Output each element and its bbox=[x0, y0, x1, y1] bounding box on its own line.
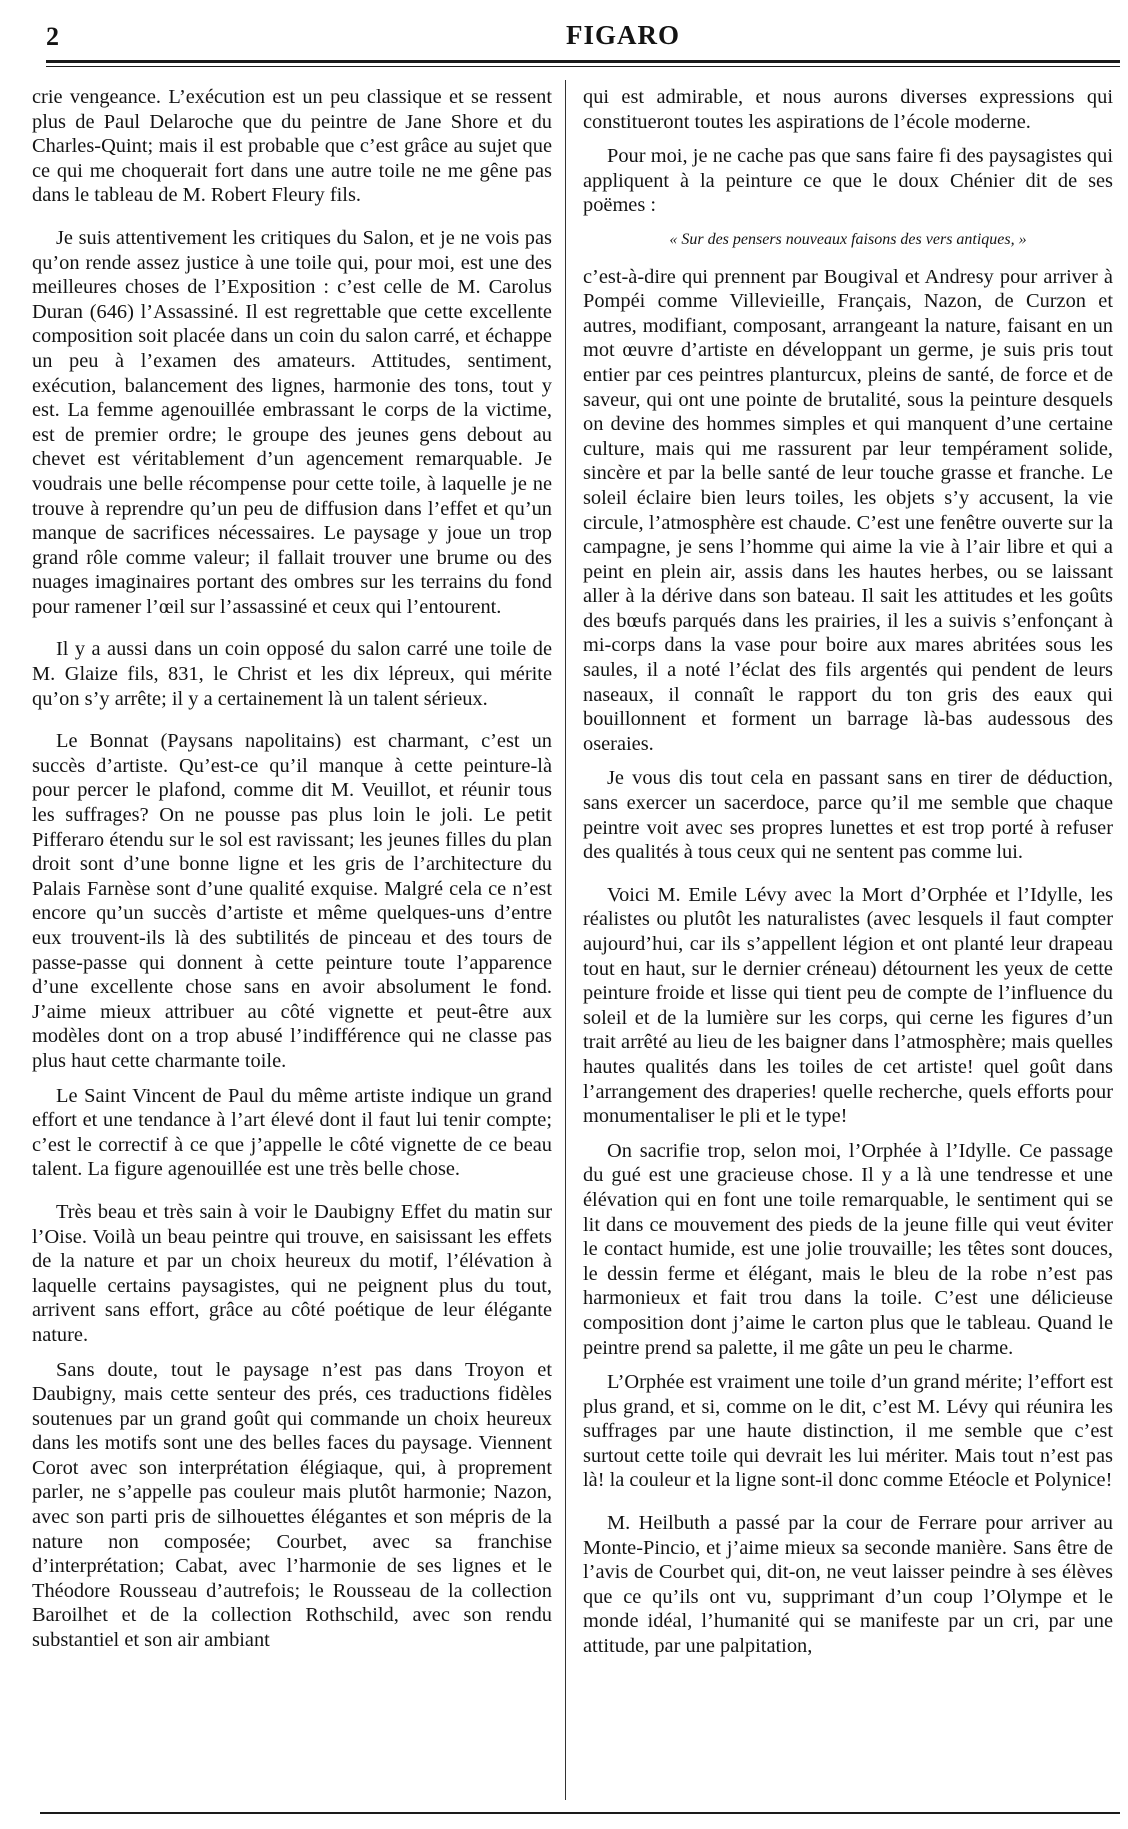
masthead bbox=[46, 18, 1120, 58]
page-number: 2 bbox=[46, 22, 59, 51]
paragraph: Voici M. Emile Lévy avec la Mort d’Orphée et l’Idylle, les réalistes ou plutôt les naturalistes (avec lesquels il faut compter aujourd’hui, car ils s’appellent légion et ont planté leur drapeau tout en haut, sur le dernier créneau) détournent les yeux de cette peinture froide et lisse qui tient peu de compte de l’influence du soleil et de la lumière sur les corps, qui cerne les figures d’un trait arrêté au lieu de les baigner dans l’atmosphère; mais quelles hautes qualités dans les toiles de cet artiste! quel goût dans l’arrangement des draperies! quelle recherche, quels efforts pour monumentaliser le pli et le type! bbox=[583, 883, 1113, 1128]
footer-rule bbox=[40, 1812, 1120, 1814]
paragraph: Il y a aussi dans un coin opposé du salon carré une toile de M. Glaize fils, 831, le Christ et les dix lépreux, qui mérite qu’on s’y arrête; il y a certainement là un talent sérieux. bbox=[32, 638, 552, 710]
left-column bbox=[32, 85, 552, 1663]
paragraph: Le Saint Vincent de Paul du même artiste indique un grand effort et une tendance à l’art élevé dont il faut lui tenir compte; c’est le correctif à ce que j’appelle le côté vignette de ce beau talent. La figure agenouillée est une très belle chose. bbox=[32, 1084, 552, 1181]
poem-quote: « Sur des pensers nouveaux faisons des vers antiques, » bbox=[669, 230, 1027, 248]
newspaper-title: FIGARO bbox=[566, 20, 680, 50]
header-rule-thin bbox=[46, 66, 1120, 67]
paragraph: Je vous dis tout cela en passant sans en tirer de déduction, sans exercer un sacerdoce, parce qu’il me semble que chaque peintre voit avec ses propres lunettes et est trop porté à refuser des qualités à tous ceux qui ne sentent pas comme lui. bbox=[583, 767, 1113, 864]
paragraph: Je suis attentivement les critiques du Salon, et je ne vois pas qu’on rende assez justice à une toile qui, pour moi, est une des meilleures choses de l’Exposition : c’est celle de M. Carolus Duran (646) l’Assassiné. Il est regrettable que cette excellente composition soit placée dans un coin du salon carré, et échappe un peu à l’examen des amateurs. Attitudes, sentiment, exécution, balancement des lignes, harmonie des tons, tout y est. La femme agenouillée embrassant le corps de la victime, est de premier ordre; le groupe des jeunes gens debout au chevet est véritablement d’un agencement remarquable. Je voudrais une belle récompense pour cette toile, à laquelle je ne trouve à reprendre qu’un peu de diffusion dans l’effet et qu’un manque de sacrifices nécessaires. Le paysage y joue un trop grand rôle comme valeur; il fallait trouver une brume ou des nuages imaginaires portant des ombres sur les terrains du fond pour ramener l’œil sur l’assassiné et ceux qui l’entourent. bbox=[32, 226, 552, 618]
right-column bbox=[583, 85, 1113, 1669]
paragraph: qui est admirable, et nous aurons diverses expressions qui constitueront toutes les aspirations de l’école moderne. bbox=[583, 86, 1113, 133]
paragraph: crie vengeance. L’exécution est un peu classique et se ressent plus de Paul Delaroche que du peintre de Jane Shore et du Charles-Quint; mais il est probable que c’est grâce au sujet que ce qui me choquerait fort dans une autre toile ne me gêne pas dans le tableau de M. Robert Fleury fils. bbox=[32, 86, 552, 207]
paragraph: On sacrifie trop, selon moi, l’Orphée à l’Idylle. Ce passage du gué est une gracieuse chose. Il y a là une tendresse et une élévation qui en font une toile remarquable, le sentiment qui se lit dans ce mouvement des pieds de la jeune fille qui veut éviter le contact humide, est une jolie trouvaille; les têtes sont douces, le dessin ferme et élégant, mais le bleu de la robe n’est pas harmonieux et fait trou dans la toile. C’est une délicieuse composition dont j’aime le carton plus que le tableau. Quand le peintre prend sa palette, il me gâte un peu le charme. bbox=[583, 1139, 1113, 1359]
paragraph: Le Bonnat (Paysans napolitains) est charmant, c’est un succès d’artiste. Qu’est-ce qu’il manque à cette peinture-là pour percer le plafond, comme dit M. Veuillot, et réunir tous les suffrages? On ne pousse pas plus loin le joli. Le petit Pifferaro étendu sur le sol est ravissant; les jeunes filles du plan droit sont d’une bonne ligne et les gris de l’architecture du Palais Farnèse sont d’une qualité exquise. Malgré cela ce n’est encore qu’un succès d’artiste et même quelques-uns d’entre eux trouvent-ils là des subtilités de pinceau et des tours de passe-passe qui donnent à cette peinture toute l’apparence d’une excellente chose sans en avoir absolument le fond. J’aime mieux attribuer au côté vignette et peut-être aux modèles dont on a trop abusé l’indifférence qui ne classe pas plus haut cette charmante toile. bbox=[32, 730, 552, 1072]
paragraph: c’est-à-dire qui prennent par Bougival et Andresy pour arriver à Pompéi comme Villevieille, Français, Nazon, de Curzon et autres, modifiant, composant, arrangeant la nature, faisant en un mot œuvre d’artiste en développant un germe, je suis pris tout entier par ces peintres planturcux, pleins de santé, de force et de saveur, qui ont une pointe de brutalité, sous la peinture desquels on devine des hommes simples et qui manquent d’une certaine culture, mais qui me rassurent par leur tempérament solide, sincère et par la belle santé de leur touche grasse et franche. Le soleil éclaire bien leurs toiles, les objets s’y accusent, la vie circule, l’atmosphère est chaude. C’est une fenêtre ouverte sur la campagne, je sens l’homme qui aime la vie à l’air libre et qui a peint en plein air, assis dans les hautes herbes, ou se laissant aller à la dérive dans son bateau. Il sait les attitudes et les goûts des bœufs parqués dans les prairies, il les a suivis s’enfonçant à mi-corps dans la vase pour boire aux mares abritées sous les saules, il a noté l’éclat des fils argentés qui pendent de leurs naseaux, il connaît le rapport du ton gris des eaux qui bouillonnent et forment un barrage là-bas audessous des oseraies. bbox=[583, 265, 1113, 755]
header-rule bbox=[46, 60, 1120, 63]
paragraph: L’Orphée est vraiment une toile d’un grand mérite; l’effort est plus grand, et si, comme on le dit, c’est M. Lévy qui réunira les suffrages par une haute distinction, il me semble que c’est surtout cette toile qui devrait les lui mériter. Mais tout n’est pas là! la couleur et la ligne sont-il donc comme Etéocle et Polynice! bbox=[583, 1371, 1113, 1492]
column-divider bbox=[565, 80, 566, 1800]
paragraph: M. Heilbuth a passé par la cour de Ferrare pour arriver au Monte-Pincio, et j’aime mieux sa seconde manière. Sans être de l’avis de Courbet qui, dit-on, ne veut laisser peindre à ses élèves que ce qu’ils ont vu, supprimant d’un coup l’Olympe et le monde idéal, l’humanité qui se manifeste par un cri, par une attitude, par une palpitation, bbox=[583, 1512, 1113, 1658]
paragraph: Pour moi, je ne cache pas que sans faire fi des paysagistes qui appliquent à la peinture ce que le doux Chénier dit de ses poëmes : bbox=[583, 145, 1113, 217]
paragraph: Très beau et très sain à voir le Daubigny Effet du matin sur l’Oise. Voilà un beau peintre qui trouve, en saisissant les effets de la nature et par un choix heureux du motif, l’élévation à laquelle certains paysagistes, qui ne peignent plus du tout, arrivent sans effort, grâce au côté poétique de leur élégante nature. bbox=[32, 1200, 552, 1346]
paragraph: Sans doute, tout le paysage n’est pas dans Troyon et Daubigny, mais cette senteur des prés, ces traductions fidèles soutenues par un grand goût qui commande un choix heureux dans les motifs sont une des belles faces du paysage. Viennent Corot avec son interprétation élégiaque, qui, à proprement parler, ne s’appelle pas couleur mais plutôt harmonie; Nazon, avec son parti pris de silhouettes élégantes et son mépris de la nature non composée; Courbet, avec sa franchise d’interprétation; Cabat, avec l’harmonie de ses lignes et le Théodore Rousseau d’autrefois; le Rousseau de la collection Baroilhet et de la collection Rothschild, avec son rendu substantiel et son air ambiant bbox=[32, 1358, 552, 1652]
